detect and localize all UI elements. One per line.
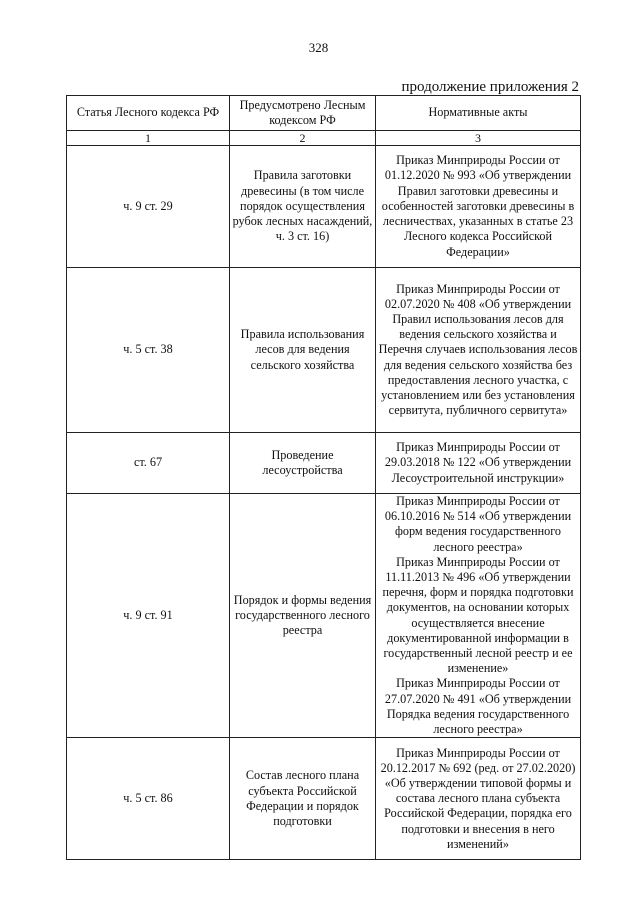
table-row xyxy=(67,494,581,738)
acts-cell xyxy=(376,738,581,860)
column-number: 2 xyxy=(230,131,376,146)
table-header-row xyxy=(67,96,581,131)
article-cell: ст. 67 xyxy=(67,433,230,494)
table-row xyxy=(67,146,581,268)
normative-act: Приказ Минприроды России от 06.10.2016 № 514 «Об утверждении форм ведения государственного лесного реестра» xyxy=(384,494,572,554)
article-cell: ч. 9 ст. 29 xyxy=(67,146,230,268)
legislation-table xyxy=(66,95,581,860)
normative-act: Приказ Минприроды России от 29.03.2018 № 122 «Об утверждении Лесоустроительной инструкции» xyxy=(384,440,572,485)
header-acts: Нормативные акты xyxy=(376,96,581,131)
normative-act: Приказ Минприроды России от 02.07.2020 № 408 «Об утверждении Правил использования лесов для ведения сельского хозяйства и Перечня случаев использования лесов для ведения сельского хозяйства без предоставления лесного участка, с установлением или без установления сервитута, публичного сервитута» xyxy=(378,281,578,418)
article-cell: ч. 9 ст. 91 xyxy=(67,494,230,738)
provision-cell: Проведение лесоустройства xyxy=(230,433,376,494)
header-article: Статья Лесного кодекса РФ xyxy=(67,96,230,131)
column-numbers-row xyxy=(67,131,581,146)
provision-cell: Порядок и формы ведения государственного лесного реестра xyxy=(230,494,376,738)
article-cell: ч. 5 ст. 38 xyxy=(67,268,230,433)
table-row xyxy=(67,433,581,494)
column-number: 3 xyxy=(376,131,581,146)
provision-cell: Правила использования лесов для ведения сельского хозяйства xyxy=(230,268,376,433)
normative-act: Приказ Минприроды России от 20.12.2017 № 692 (ред. от 27.02.2020) «Об утверждении типовой формы и состава лесного плана субъекта Российской Федерации, порядка его подготовки и внесения в него изменений» xyxy=(380,745,576,851)
continuation-label: продолжение приложения 2 xyxy=(401,79,579,95)
article-cell: ч. 5 ст. 86 xyxy=(67,738,230,860)
normative-act: Приказ Минприроды России от 01.12.2020 № 993 «Об утверждении Правил заготовки древесины и особенностей заготовки древесины в лесничествах, указанных в статье 23 Лесного кодекса Российской Федерации» xyxy=(381,153,575,259)
provision-cell: Состав лесного плана субъекта Российской Федерации и порядок подготовки xyxy=(230,738,376,860)
table-row xyxy=(67,268,581,433)
acts-cell xyxy=(376,494,581,738)
acts-cell xyxy=(376,268,581,433)
column-number: 1 xyxy=(67,131,230,146)
acts-cell xyxy=(376,146,581,268)
provision-cell: Правила заготовки древесины (в том числе порядок осуществления рубок лесных насаждений, ч. 3 ст. 16) xyxy=(230,146,376,268)
acts-cell xyxy=(376,433,581,494)
table-row xyxy=(67,738,581,860)
page-number: 328 xyxy=(308,40,329,55)
header-provision: Предусмотрено Лесным кодексом РФ xyxy=(230,96,376,131)
normative-act: Приказ Минприроды России от 11.11.2013 № 496 «Об утверждении перечня, форм и порядка подготовки документов, на основании которых осуществляется внесение документированной информации в государственный лесной реестр и ее изменение» xyxy=(382,554,574,676)
normative-act: Приказ Минприроды России от 27.07.2020 № 491 «Об утверждении Порядка ведения государственного лесного реестра» xyxy=(384,676,572,737)
